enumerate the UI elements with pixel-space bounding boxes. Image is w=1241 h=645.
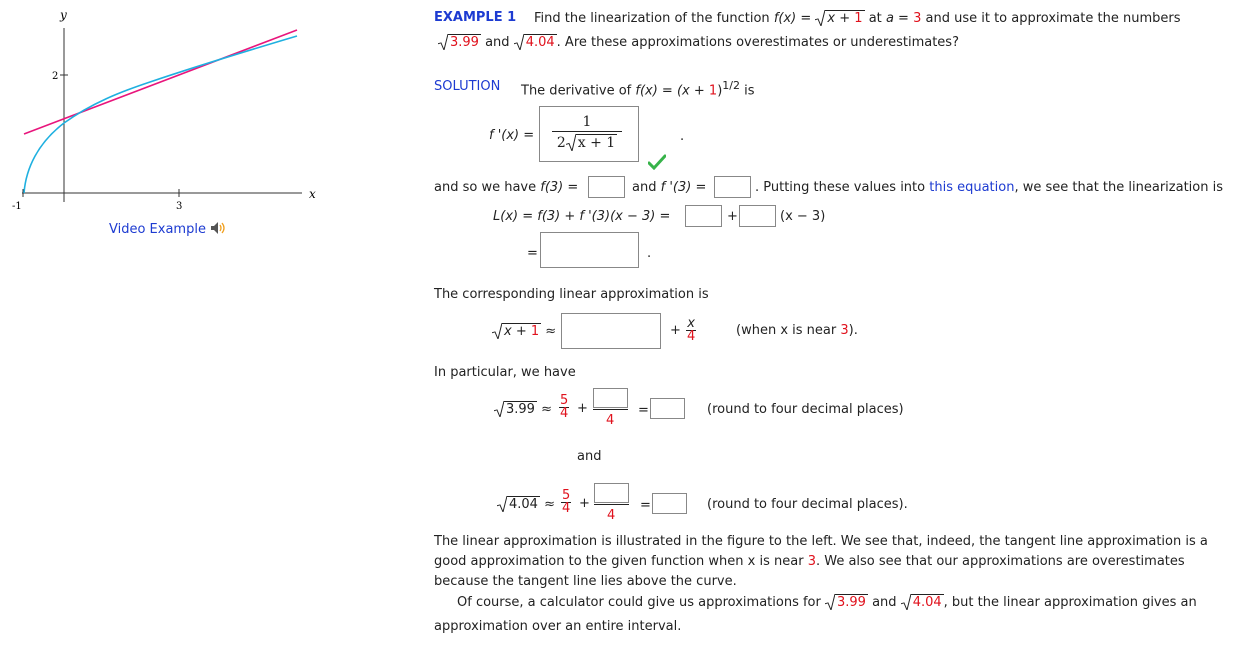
derivative-answer-box[interactable] bbox=[539, 106, 639, 162]
L-simplified-input[interactable] bbox=[540, 232, 639, 268]
sqrt399-result-input[interactable] bbox=[650, 398, 685, 419]
tick-label-x-neg1: -1 bbox=[12, 201, 22, 212]
tangent-line bbox=[24, 30, 297, 134]
L-constant-input[interactable] bbox=[685, 205, 722, 227]
sqrt-x-plus-1: x + 1 bbox=[815, 10, 864, 26]
L-of-x-expression: L(x) = f(3) + f '(3)(x − 3) = bbox=[493, 209, 671, 224]
sqrt404-result-input[interactable] bbox=[652, 493, 687, 514]
solution-label: SOLUTION bbox=[434, 79, 501, 94]
speaker-icon bbox=[210, 221, 228, 235]
function-f: f(x) = bbox=[773, 11, 812, 26]
radicand-x: x bbox=[827, 11, 836, 26]
sqrt404-term-input[interactable] bbox=[594, 483, 629, 503]
fprime-label: f '(x) = bbox=[489, 128, 535, 143]
closing-line-1: The linear approximation is illustrated in the figure to the left. We see that, indeed, the tangent line approximation is a bbox=[434, 534, 1208, 549]
checkmark-icon bbox=[648, 154, 666, 170]
sqrt-curve bbox=[24, 36, 297, 193]
approx-heading: The corresponding linear approximation is bbox=[434, 287, 709, 302]
question-text: . Are these approximations overestimates or underestimates? bbox=[556, 35, 959, 50]
fprime3-input[interactable] bbox=[714, 176, 751, 198]
a-value: 3 bbox=[913, 11, 922, 26]
answer-coef: 2 bbox=[556, 135, 566, 151]
at-word: at bbox=[868, 11, 882, 26]
linear-approx-input[interactable] bbox=[561, 313, 661, 349]
example-title: EXAMPLE 1 bbox=[434, 10, 517, 25]
sqrt399-term-input[interactable] bbox=[593, 388, 628, 408]
x-axis-label: x bbox=[309, 187, 316, 201]
sqrt-4-04: 4.04 bbox=[514, 34, 557, 50]
intro-text-2: and use it to approximate the numbers bbox=[925, 11, 1181, 26]
a-equals: a = bbox=[885, 11, 909, 26]
tick-label-x-3: 3 bbox=[176, 201, 183, 212]
answer-radicand: x + 1 bbox=[577, 135, 616, 151]
answer-numerator: 1 bbox=[552, 114, 622, 132]
video-example-link[interactable] bbox=[109, 221, 228, 237]
f3-input[interactable] bbox=[588, 176, 625, 198]
sqrt-3-99: 3.99 bbox=[438, 34, 481, 50]
video-example-label: Video Example bbox=[109, 222, 206, 237]
particular-heading: In particular, we have bbox=[434, 365, 576, 380]
y-axis-label: y bbox=[60, 8, 67, 22]
this-equation-link[interactable]: this equation bbox=[929, 180, 1015, 195]
tick-label-y-2: 2 bbox=[52, 71, 59, 82]
linearization-graph bbox=[0, 0, 330, 215]
intro-text-1: Find the linearization of the function bbox=[534, 11, 770, 26]
L-slope-input[interactable] bbox=[739, 205, 776, 227]
